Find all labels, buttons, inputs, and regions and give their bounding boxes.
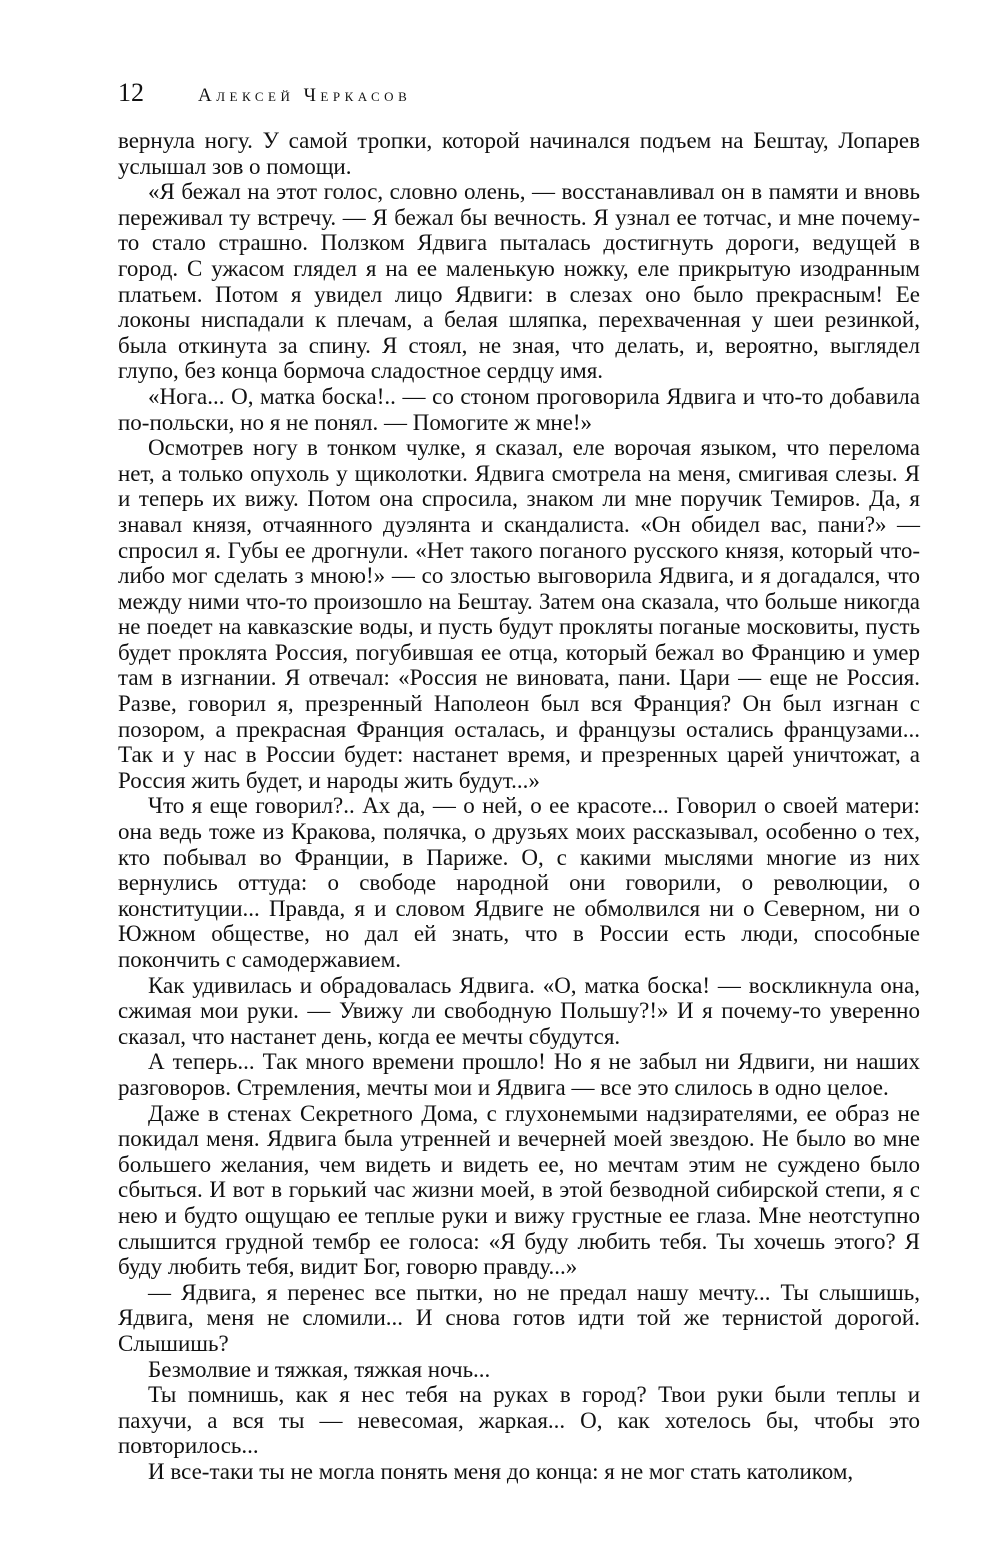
paragraph: Безмолвие и тяжкая, тяжкая ночь... — [148, 1356, 491, 1382]
paragraph: — Ядвига, я перенес все пытки, но не предал нашу мечту... Ты слышишь, Ядвига, меня не сломили... И снова готов идти той же тернистой дорогой. Слышишь? — [118, 1279, 920, 1356]
paragraph: А теперь... Так много времени прошло! Но я не забыл ни Ядвиги, ни наших разговоров. Стремления, мечты мои и Ядвига — все это слилось в одно целое. — [118, 1049, 920, 1100]
paragraph: Как удивилась и обрадовалась Ядвига. «О, матка боска! — воскликнула она, сжимая мои руки. — Увижу ли свободную Польшу?!» И я почему-то уверенно сказал, что настанет день, когда ее мечты сбудутся. — [118, 972, 920, 1049]
paragraph: Что я еще говорил?.. Ах да, — о ней, о ее красоте... Говорил о своей матери: она ведь тоже из Кракова, полячка, о друзьях моих рассказывал, особенно о тех, кто побывал во Франции, в Париже. О, с какими мыслями многие из них вернулись оттуда: о свободе народной они говорили, о революции, о конституции... Правда, я и словом Ядвиге не обмолвился ни о Северном, ни о Южном обществе, но дал ей знать, что в России есть люди, способные покончить с самодержавием. — [118, 793, 920, 972]
paragraph: вернула ногу. У самой тропки, которой начинался подъем на Бештау, Лопарев услышал зов о помощи. — [118, 128, 920, 179]
paragraph: И все-таки ты не могла понять меня до конца: я не мог стать католиком, — [148, 1458, 854, 1484]
paragraph: «Нога... О, матка боска!.. — со стоном проговорила Ядвига и что-то добавила по-польски, но я не понял. — Помогите ж мне!» — [118, 383, 920, 435]
paragraph: Ты помнишь, как я нес тебя на руках в город? Твои руки были теплы и пахучи, а вся ты — невесомая, жаркая... О, как хотелось бы, чтобы это повторилось... — [118, 1382, 920, 1459]
paragraph: «Я бежал на этот голос, словно олень, — восстанавливал он в памяти и вновь переживал ту встречу. — Я бежал бы вечность. Я узнал ее тотчас, и мне почему-то стало страшно. Ползком Ядвига пыталась достигнуть дороги, ведущей в город. С ужасом глядел я на ее маленькую ножку, еле прикрытую изодранным платьем. Потом я увидел лицо Ядвиги: в слезах оно было прекрасным! Ее локоны ниспадали к плечам, а белая шляпка, перехваченная у шеи резинкой, была откинута за спину. Я стоял, не зная, что делать, и, вероятно, выглядел глупо, без конца бормоча сладостное сердцу имя. — [118, 179, 920, 384]
paragraph: Осмотрев ногу в тонком чулке, я сказал, еле ворочая языком, что перелома нет, а только опухоль у щиколотки. Ядвига смотрела на меня, смигивая слезы. Я и теперь их вижу. Потом она спросила, знаком ли мне поручик Темиров. Да, я знавал князя, отчаянного дуэлянта и скандалиста. «Он обидел вас, пани?» — спросил я. Губы ее дрогнули. «Нет такого поганого русского князя, который что-либо мог сделать з мною!» — со злостью выговорила Ядвига, и я догадался, что между ними что-то произошло на Бештау. Затем она сказала, что больше никогда не поедет на кавказские воды, и пусть будут прокляты поганые московиты, пусть будет проклята Россия, погубившая ее отца, который бежал во Францию и умер там в изгнании. Я отвечал: «Россия не виновата, пани. Цари — еще не Россия. Разве, говорил я, презренный Наполеон был вся Франция? Он был изгнан с позором, а прекрасная Франция осталась, и французы остались французами... Так и у нас в России будет: настанет время, и презренных царей уничтожат, а Россия жить будет, и народы жить будут...» — [118, 435, 920, 793]
page-number: 12 — [118, 78, 144, 107]
page-header — [118, 78, 920, 118]
running-head-author: Алексей Черкасов — [198, 85, 412, 106]
paragraph: Даже в стенах Секретного Дома, с глухонемыми надзирателями, ее образ не покидал меня. Ядвига была утренней и вечерней моей звездою. Не было во мне большего желания, чем видеть и видеть ее, но мечтам этим не суждено было сбыться. И вот в горький час жизни моей, в этой безводной сибирской степи, я с нею и будто ощущаю ее теплые руки и вижу грустные ее глаза. Мне неотступно слышится грудной тембр ее голоса: «Я буду любить тебя. Ты хочешь этого? Я буду любить тебя, видит Бог, говорю правду...» — [118, 1100, 920, 1280]
body-text — [118, 128, 920, 1484]
book-page — [118, 78, 920, 1484]
